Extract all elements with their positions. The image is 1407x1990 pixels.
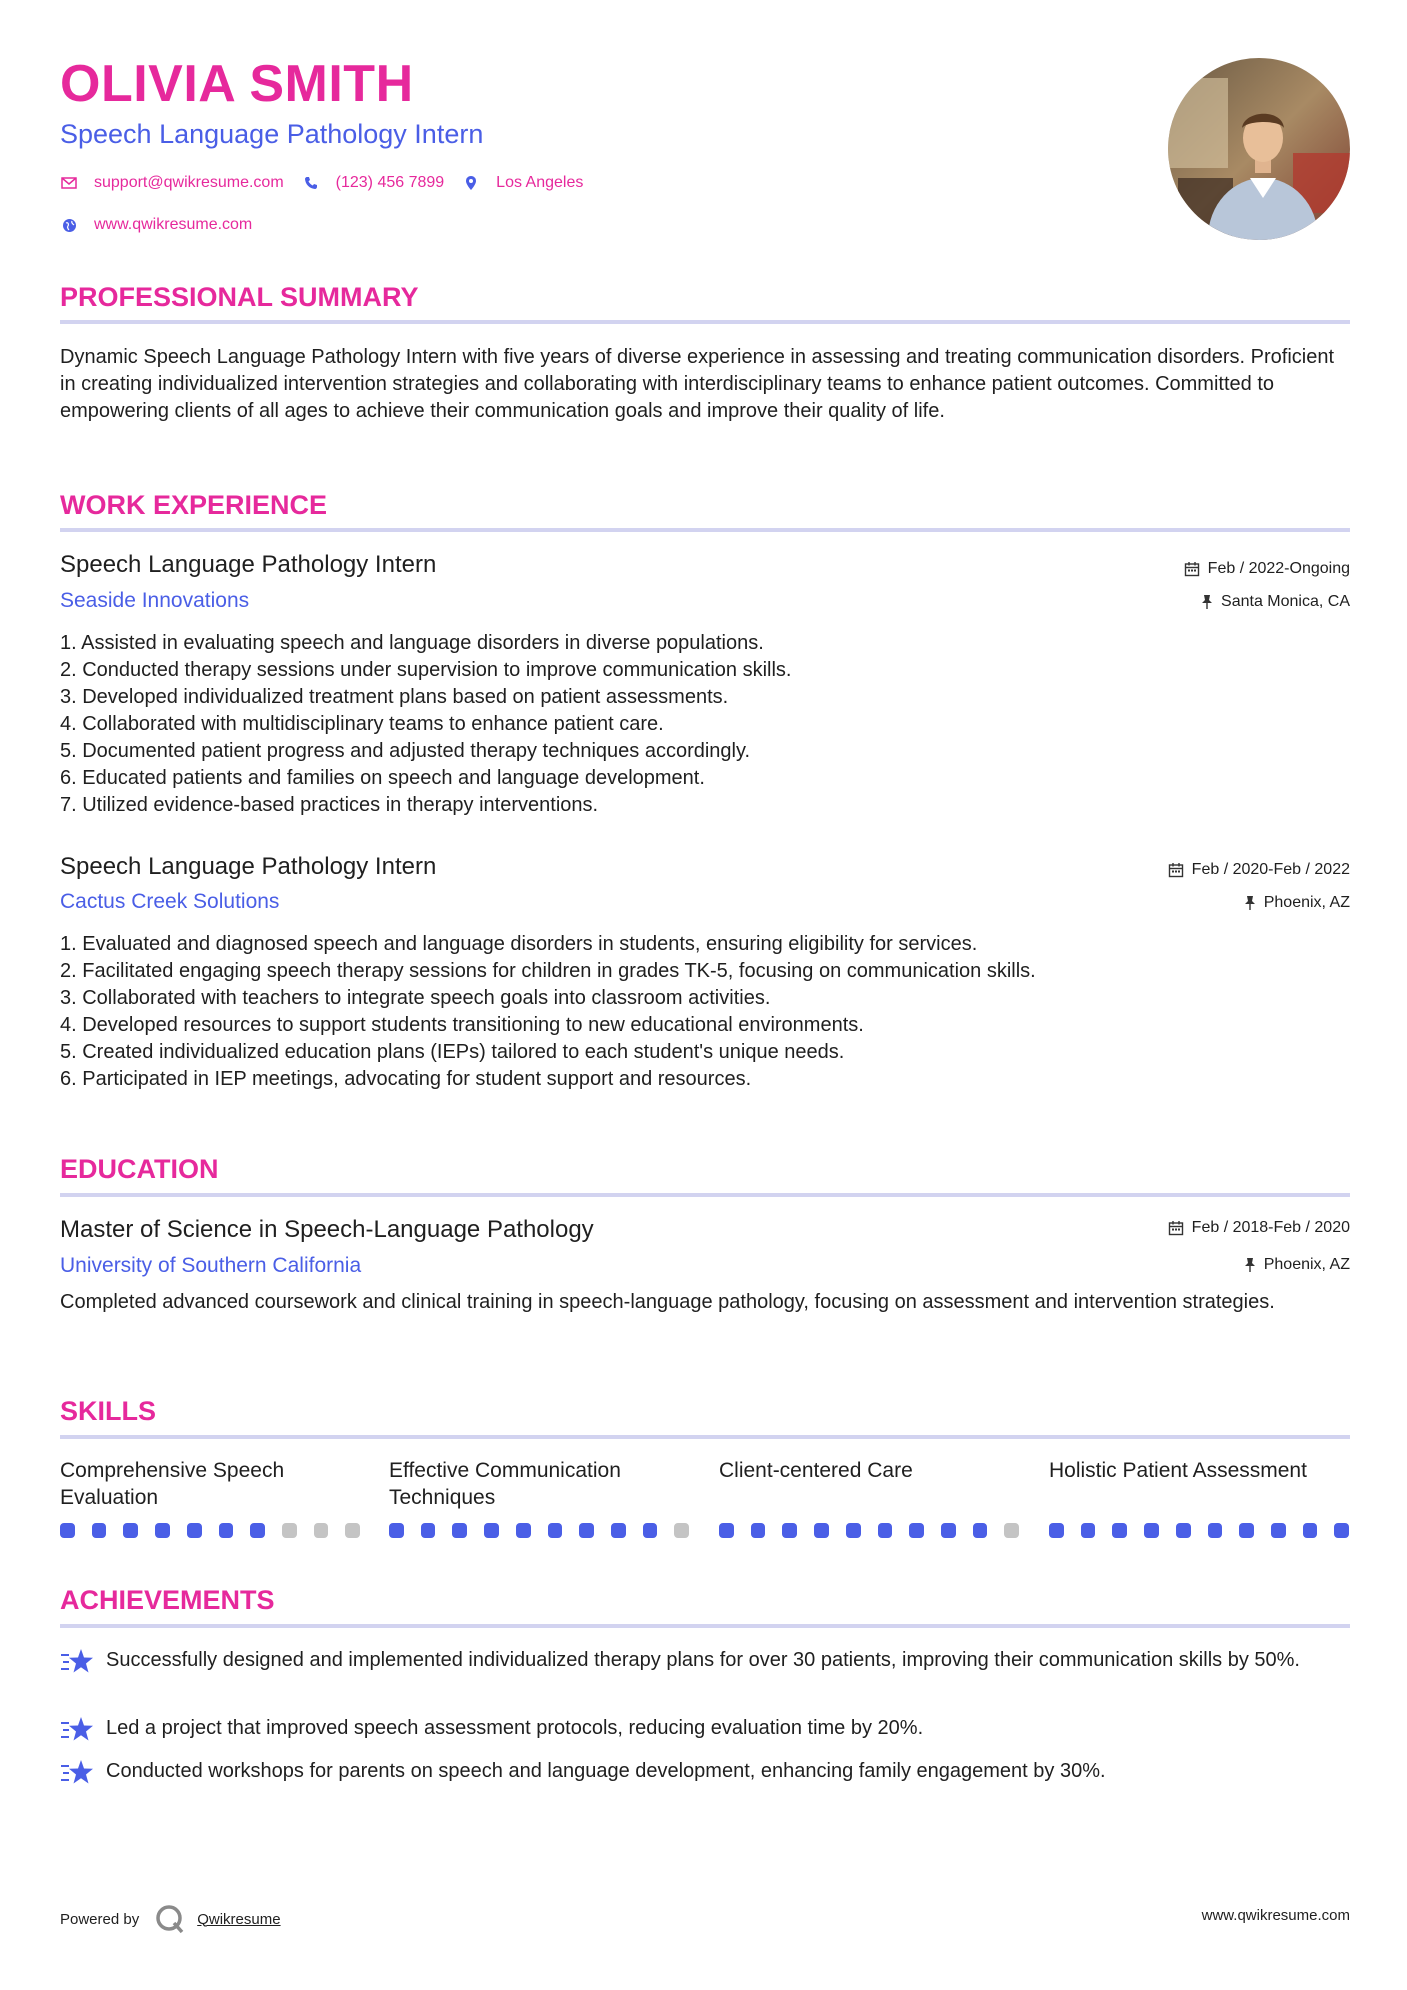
phone-icon — [302, 174, 320, 192]
skill-dot-filled — [782, 1523, 797, 1538]
list-item: 5. Documented patient progress and adjusted therapy techniques accordingly. — [60, 740, 751, 762]
brand-link[interactable]: Qwikresume — [197, 1910, 281, 1928]
skill-dot-filled — [187, 1523, 202, 1538]
envelope-icon — [60, 174, 78, 192]
achievement-text: Conducted workshops for parents on speech and language development, enhancing family engagement by 30%. — [106, 1760, 1106, 1782]
education-description: Completed advanced coursework and clinical training in speech-language pathology, focusing on assessment and intervention strategies. — [60, 1291, 1275, 1313]
achievements-heading: ACHIEVEMENTS — [60, 1585, 275, 1615]
list-item: 5. Created individualized education plans (IEPs) tailored to each student's unique needs. — [60, 1041, 845, 1063]
pushpin-icon — [1244, 1257, 1256, 1273]
skill-dot-filled — [1334, 1523, 1349, 1538]
achievement-item — [60, 1647, 1350, 1677]
skill-rating — [389, 1523, 689, 1538]
footer-url[interactable]: www.qwikresume.com — [1201, 1907, 1350, 1924]
skill-dot-filled — [389, 1523, 404, 1538]
skill-name: Client-centered Care — [719, 1459, 913, 1482]
skill-item — [719, 1457, 1019, 1538]
skill-dot-filled — [973, 1523, 988, 1538]
calendar-icon — [1184, 561, 1200, 577]
resume-page — [60, 0, 1350, 1990]
email-link[interactable]: support@qwikresume.com — [94, 174, 284, 191]
skill-dot-filled — [941, 1523, 956, 1538]
education-dates-text: Feb / 2018-Feb / 2020 — [1191, 1219, 1350, 1236]
section-divider — [60, 1624, 1350, 1628]
experience-heading: WORK EXPERIENCE — [60, 490, 328, 520]
map-pin-icon — [462, 174, 480, 192]
job-location-text: Santa Monica, CA — [1221, 593, 1350, 610]
location-text: Los Angeles — [496, 174, 584, 191]
skill-dot-filled — [1176, 1523, 1191, 1538]
education-location — [1244, 1257, 1350, 1273]
footer-powered-by — [60, 1902, 281, 1936]
education-dates — [1168, 1220, 1350, 1236]
degree-title: Master of Science in Speech-Language Pathology — [60, 1216, 594, 1243]
website-link[interactable]: www.qwikresume.com — [94, 216, 253, 233]
skill-dot-filled — [878, 1523, 893, 1538]
job-duties-list — [60, 931, 1350, 1093]
job-location-text: Phoenix, AZ — [1263, 894, 1350, 911]
job-dates-text: Feb / 2022-Ongoing — [1207, 560, 1350, 577]
skill-dot-filled — [909, 1523, 924, 1538]
skill-item — [60, 1457, 360, 1538]
skill-dot-filled — [516, 1523, 531, 1538]
job-duties-list — [60, 630, 1350, 819]
education-heading: EDUCATION — [60, 1154, 219, 1184]
contact-row — [60, 174, 601, 192]
skill-dot-filled — [1144, 1523, 1159, 1538]
achievement-text: Successfully designed and implemented individualized therapy plans for over 30 patients, improving their communication skills by 50%. — [106, 1649, 1300, 1671]
skill-dot-filled — [421, 1523, 436, 1538]
section-divider — [60, 320, 1350, 324]
list-item: 1. Assisted in evaluating speech and language disorders in diverse populations. — [60, 632, 764, 654]
skill-dot-filled — [1112, 1523, 1127, 1538]
school-name: University of Southern California — [60, 1254, 362, 1277]
skill-dot-filled — [814, 1523, 829, 1538]
job-location — [1244, 895, 1350, 911]
summary-heading: PROFESSIONAL SUMMARY — [60, 282, 419, 312]
skill-dot-empty — [1004, 1523, 1019, 1538]
skill-dot-filled — [484, 1523, 499, 1538]
profile-photo — [1168, 58, 1350, 240]
list-item: 6. Educated patients and families on speech and language development. — [60, 767, 705, 789]
phone-number[interactable]: (123) 456 7899 — [335, 174, 445, 191]
candidate-name: OLIVIA SMITH — [60, 55, 414, 113]
skill-rating — [719, 1523, 1019, 1538]
globe-icon — [60, 216, 78, 234]
powered-by-label: Powered by — [60, 1910, 140, 1928]
skill-dot-filled — [92, 1523, 107, 1538]
list-item: 3. Developed individualized treatment plans based on patient assessments. — [60, 686, 729, 708]
skill-dot-empty — [345, 1523, 360, 1538]
achievement-text: Led a project that improved speech assessment protocols, reducing evaluation time by 20%. — [106, 1717, 924, 1739]
skill-item — [389, 1457, 689, 1538]
skill-dot-filled — [643, 1523, 658, 1538]
job-dates-text: Feb / 2020-Feb / 2022 — [1191, 861, 1350, 878]
company-name: Cactus Creek Solutions — [60, 890, 280, 913]
skill-dot-filled — [719, 1523, 734, 1538]
skill-dot-empty — [314, 1523, 329, 1538]
list-item: 6. Participated in IEP meetings, advocating for student support and resources. — [60, 1068, 752, 1090]
education-location-text: Phoenix, AZ — [1263, 1256, 1350, 1273]
company-name: Seaside Innovations — [60, 589, 250, 612]
list-item: 4. Collaborated with multidisciplinary teams to enhance patient care. — [60, 713, 664, 735]
list-item: 1. Evaluated and diagnosed speech and language disorders in students, ensuring eligibility for services. — [60, 933, 978, 955]
skill-dot-filled — [60, 1523, 75, 1538]
calendar-icon — [1168, 862, 1184, 878]
list-item: 2. Conducted therapy sessions under supervision to improve communication skills. — [60, 659, 792, 681]
section-divider — [60, 528, 1350, 532]
skill-dot-filled — [123, 1523, 138, 1538]
skill-dot-filled — [155, 1523, 170, 1538]
skill-dot-filled — [1239, 1523, 1254, 1538]
calendar-icon — [1168, 1220, 1184, 1236]
skill-name: Effective Communication Techniques — [389, 1459, 621, 1509]
star-icon — [60, 1647, 94, 1677]
list-item: 4. Developed resources to support students transitioning to new educational environments. — [60, 1014, 864, 1036]
skill-name: Comprehensive Speech Evaluation — [60, 1459, 285, 1509]
candidate-title: Speech Language Pathology Intern — [60, 119, 484, 149]
section-divider — [60, 1193, 1350, 1197]
pushpin-icon — [1201, 594, 1213, 610]
skill-dot-filled — [611, 1523, 626, 1538]
list-item: 7. Utilized evidence-based practices in therapy interventions. — [60, 794, 599, 816]
website-row — [60, 216, 270, 234]
list-item: 2. Facilitated engaging speech therapy sessions for children in grades TK-5, focusing on communication skills. — [60, 960, 1036, 982]
summary-text: Dynamic Speech Language Pathology Intern with five years of diverse experience in assessing and treating communication disorders. Proficient in creating individualized intervention strategies and collaborating with interdisciplinary teams to enhance patient outcomes. Committed to empowering clients of all ages to achieve their communication goals and improve their quality of life. — [60, 346, 1335, 422]
job-title: Speech Language Pathology Intern — [60, 853, 437, 880]
skill-dot-filled — [846, 1523, 861, 1538]
achievement-item — [60, 1715, 1350, 1745]
job-dates — [1168, 862, 1350, 878]
skill-dot-filled — [548, 1523, 563, 1538]
skill-dot-empty — [674, 1523, 689, 1538]
achievement-item — [60, 1758, 1350, 1788]
list-item: 3. Collaborated with teachers to integrate speech goals into classroom activities. — [60, 987, 771, 1009]
pushpin-icon — [1244, 895, 1256, 911]
skills-heading: SKILLS — [60, 1396, 157, 1426]
skill-rating — [1049, 1523, 1349, 1538]
skill-dot-filled — [1081, 1523, 1096, 1538]
skill-dot-filled — [751, 1523, 766, 1538]
skill-dot-filled — [219, 1523, 234, 1538]
skill-dot-filled — [579, 1523, 594, 1538]
job-dates — [1184, 561, 1350, 577]
section-divider — [60, 1435, 1350, 1439]
skill-dot-filled — [1271, 1523, 1286, 1538]
star-icon — [60, 1758, 94, 1788]
job-location — [1201, 594, 1350, 610]
skill-item — [1049, 1457, 1349, 1538]
skill-dot-filled — [1208, 1523, 1223, 1538]
skill-dot-filled — [250, 1523, 265, 1538]
qwikresume-logo-icon — [153, 1902, 187, 1936]
skill-dot-empty — [282, 1523, 297, 1538]
skill-rating — [60, 1523, 360, 1538]
job-title: Speech Language Pathology Intern — [60, 551, 437, 578]
skill-name: Holistic Patient Assessment — [1049, 1459, 1307, 1482]
star-icon — [60, 1715, 94, 1745]
skill-dot-filled — [452, 1523, 467, 1538]
skill-dot-filled — [1049, 1523, 1064, 1538]
skill-dot-filled — [1303, 1523, 1318, 1538]
